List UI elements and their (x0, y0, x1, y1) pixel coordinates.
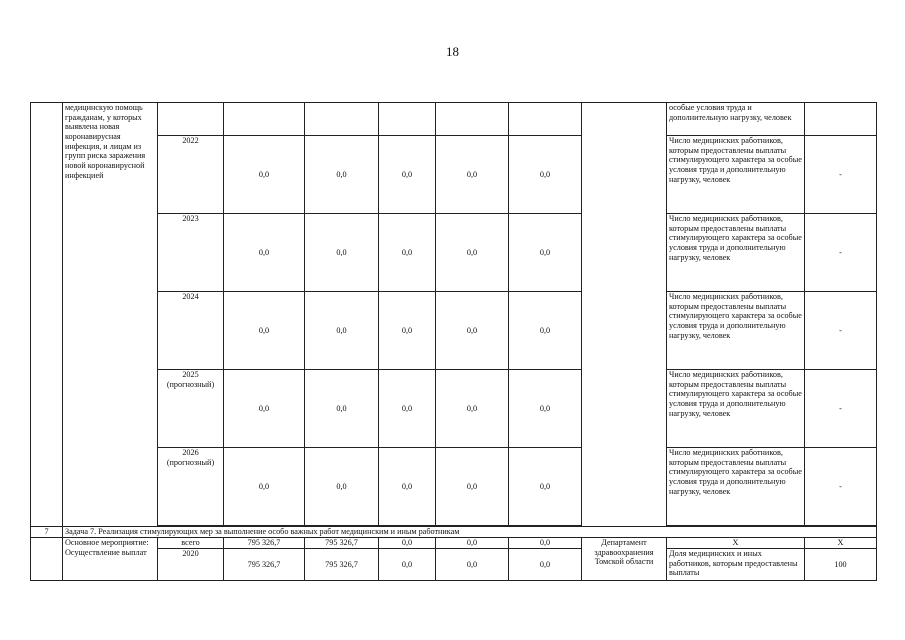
main-event-description: Основное мероприятие: Осуществление выплат (63, 538, 158, 581)
table-row (31, 448, 877, 526)
value-cell: 0,0 (436, 549, 509, 581)
value-cell: 0,0 (379, 370, 436, 448)
value-cell: 795 326,7 (224, 549, 305, 581)
year-cell: 2024 (158, 292, 224, 370)
indicator-cell: Число медицинских работников, которым предоставлены выплаты стимулирующего характера за особые условия труда и дополнительную нагрузку, человек (667, 448, 805, 526)
page-number: 18 (446, 44, 459, 59)
value-cell: 795 326,7 (305, 549, 379, 581)
target-cell: - (805, 292, 877, 370)
value-cell: 0,0 (224, 448, 305, 526)
target-cell: - (805, 370, 877, 448)
value-cell: 0,0 (509, 136, 582, 214)
year-cell: 2023 (158, 214, 224, 292)
value-cell: 0,0 (379, 549, 436, 581)
value-cell: 0,0 (379, 214, 436, 292)
indicator-cell: Число медицинских работников, которым предоставлены выплаты стимулирующего характера за особые условия труда и дополнительную нагрузку, человек (667, 136, 805, 214)
table-row (31, 370, 877, 448)
budget-table (30, 102, 877, 581)
task-number: 7 (31, 527, 63, 538)
table-row (31, 549, 877, 581)
indicator-cell: Число медицинских работников, которым предоставлены выплаты стимулирующего характера за особые условия труда и дополнительную нагрузку, человек (667, 292, 805, 370)
indicator-cell: Доля медицинских и иных работников, которым предоставлены выплаты (667, 549, 805, 581)
table-row (31, 136, 877, 214)
target-cell: - (805, 136, 877, 214)
value-cell: 0,0 (379, 136, 436, 214)
value-cell: 0,0 (305, 214, 379, 292)
value-cell: 795 326,7 (305, 538, 379, 549)
responsible-cell: Департамент здравоохранения Томской области (582, 538, 667, 581)
value-cell: 0,0 (224, 370, 305, 448)
year-cell: 2020 (158, 549, 224, 581)
value-cell: 0,0 (436, 292, 509, 370)
value-cell: 0,0 (305, 292, 379, 370)
table-row (31, 214, 877, 292)
value-cell: 0,0 (436, 370, 509, 448)
target-cell: Х (805, 538, 877, 549)
responsible-cell (582, 103, 667, 527)
row-number-cell (31, 103, 63, 527)
value-cell: 0,0 (305, 448, 379, 526)
value-cell: 0,0 (436, 538, 509, 549)
value-cell: 0,0 (509, 549, 582, 581)
value-cell: 0,0 (305, 136, 379, 214)
value-cell: 0,0 (436, 214, 509, 292)
value-cell: 0,0 (379, 538, 436, 549)
target-cell: 100 (805, 549, 877, 581)
value-cell: 0,0 (509, 448, 582, 526)
value-cell: 0,0 (509, 538, 582, 549)
year-cell: 2026 (прогнозный) (158, 448, 224, 526)
table-row (31, 538, 877, 549)
table-row (31, 292, 877, 370)
indicator-cell: особые условия труда и дополнительную нагрузку, человек (667, 103, 805, 136)
value-cell: 0,0 (436, 448, 509, 526)
value-cell: 0,0 (379, 448, 436, 526)
value-cell: 0,0 (509, 214, 582, 292)
value-cell: 0,0 (509, 292, 582, 370)
value-cell: 0,0 (379, 292, 436, 370)
value-cell: 0,0 (224, 214, 305, 292)
year-cell: 2022 (158, 136, 224, 214)
value-cell: 0,0 (224, 292, 305, 370)
target-cell: - (805, 214, 877, 292)
year-cell: 2025 (прогнозный) (158, 370, 224, 448)
target-cell: - (805, 448, 877, 526)
task-row (31, 527, 877, 538)
value-cell: 0,0 (224, 136, 305, 214)
event-description-cell: медицинскую помощь гражданам, у которых выявлена новая коронавирусная инфекция, и лицам из групп риска заражения новой коронавирусной инфекцией (63, 103, 158, 527)
task-title: Задача 7. Реализация стимулирующих мер за выполнение особо важных работ медицинским и иным работникам (63, 527, 877, 538)
indicator-cell: Число медицинских работников, которым предоставлены выплаты стимулирующего характера за особые условия труда и дополнительную нагрузку, человек (667, 214, 805, 292)
year-cell: всего (158, 538, 224, 549)
value-cell: 0,0 (305, 370, 379, 448)
value-cell: 0,0 (436, 136, 509, 214)
table-row (31, 103, 877, 136)
value-cell: 0,0 (509, 370, 582, 448)
indicator-cell: Число медицинских работников, которым предоставлены выплаты стимулирующего характера за особые условия труда и дополнительную нагрузку, человек (667, 370, 805, 448)
indicator-cell: Х (667, 538, 805, 549)
value-cell: 795 326,7 (224, 538, 305, 549)
